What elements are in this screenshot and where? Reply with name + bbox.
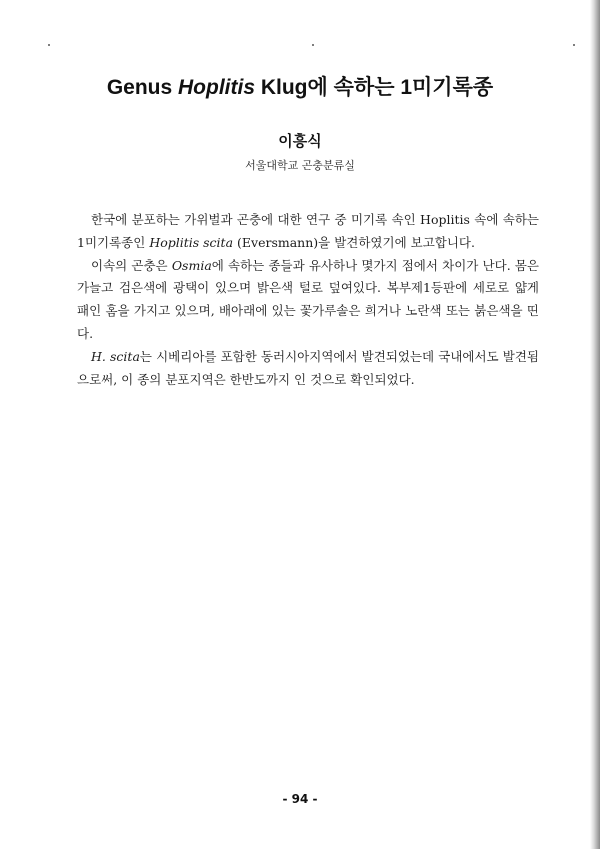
paragraph-1	[77, 209, 539, 255]
paragraph-2	[77, 255, 539, 346]
author-name: 이흥식	[278, 132, 322, 150]
article-body	[77, 209, 539, 391]
paragraph-3-text-after: 는 시베리아를 포함한 동러시아지역에서 발견되었는데 국내에서도 발견됨으로써, 이 종의 분포지역은 한반도까지 인 것으로 확인되었다.	[77, 348, 539, 387]
paragraph-1-text-after: (Eversmann)을 발견하였기에 보고합니다.	[233, 234, 475, 250]
species-name-abbrev: H. scita	[91, 348, 140, 364]
paragraph-2-text-after: 에 속하는 종들과 유사하나 몇가지 점에서 차이가 난다. 몸은 가늘고 검은색에 광택이 있으며 밝은색 털로 덮여있다. 복부제1등판에 세로로 얇게 패인 홈을 가지고 있으며, 배아래에 있는 꽃가루솔은 희거나 노란색 또는 붉은색을 띤다.	[77, 257, 539, 341]
corner-mark-top-right	[573, 44, 575, 46]
paragraph-2-text: 이속의 곤충은	[91, 257, 172, 273]
paragraph-3	[77, 346, 539, 392]
corner-mark-top-center	[312, 44, 314, 46]
page-title	[0, 71, 600, 101]
title-genus-suffix: Klug에 속하는 1미기록종	[255, 76, 494, 100]
page-number: - 94 -	[282, 792, 318, 806]
paragraph-1-text: 한국에 분포하는 가위벌과 곤충에 대한 연구 중 미기록 속인 Hoplitis 속에 속하는 1미기록종인	[77, 212, 539, 250]
species-name: Hoplitis scita	[149, 234, 234, 250]
title-genus-prefix: Genus	[106, 76, 179, 100]
author-affiliation: 서울대학교 곤충분류실	[245, 159, 355, 172]
corner-mark-top-left	[48, 44, 50, 46]
title-genus-name: Hoplitis	[178, 76, 256, 100]
genus-name: Osmia	[171, 257, 212, 273]
page-edge-shadow	[590, 0, 600, 849]
